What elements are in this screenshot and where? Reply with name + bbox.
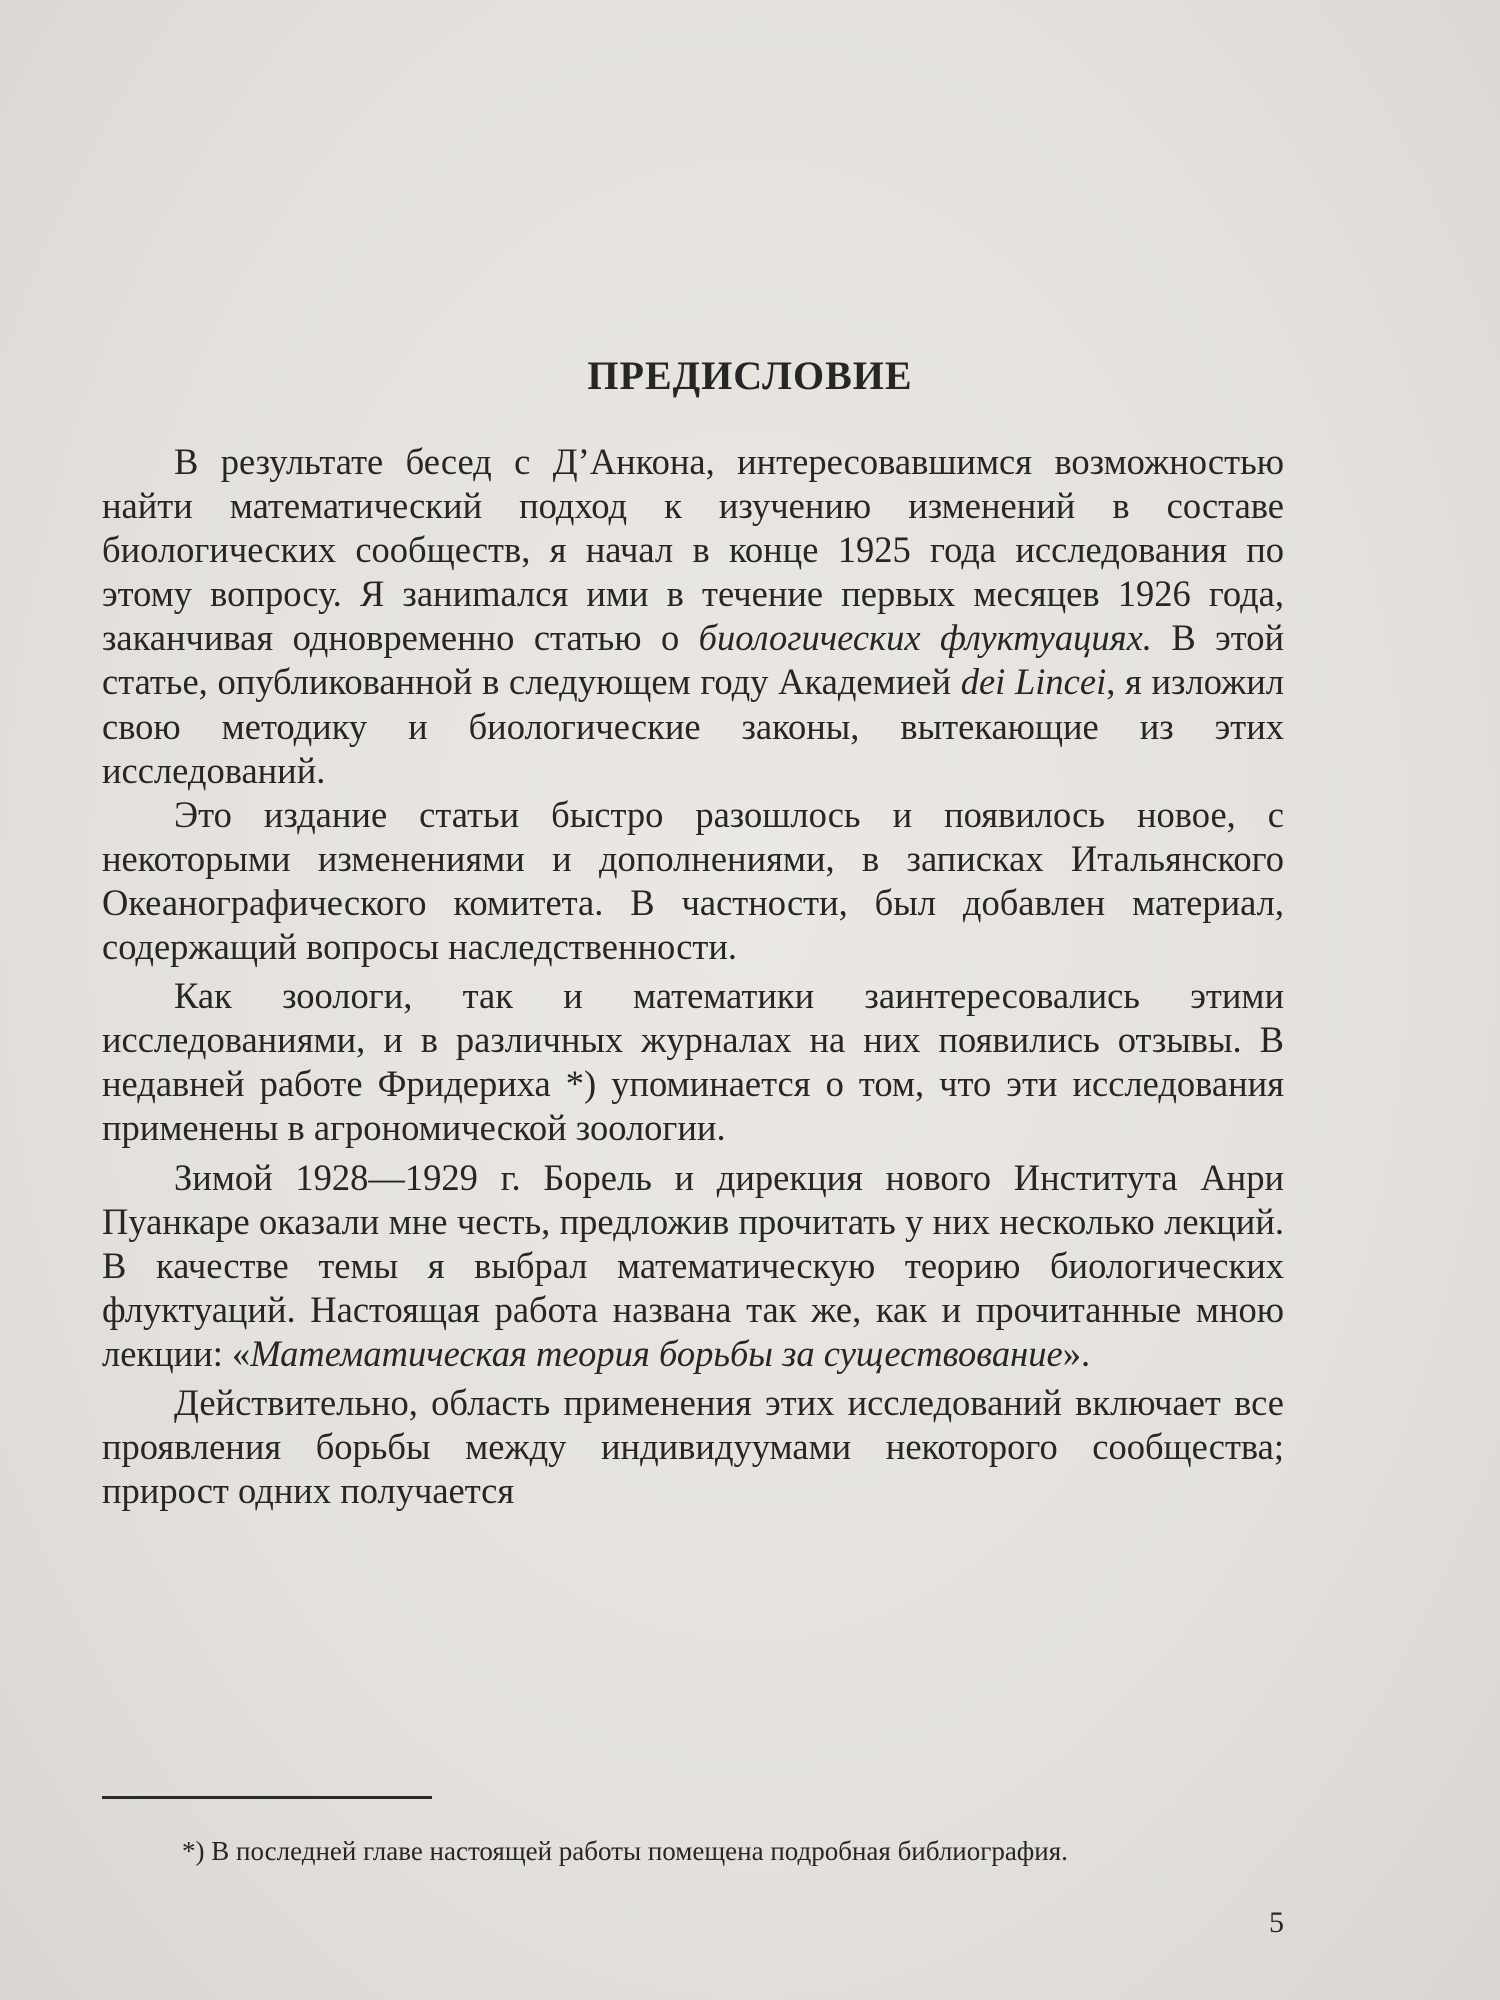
paragraph-1-italic-dei-lincei: dei Lincei: [960, 661, 1107, 703]
paragraph-1-text-b: В этой статье, опубликованной в следующем году Академией: [102, 617, 1285, 703]
paragraph-2-text: Это издание статьи быстро разошлось и появилось новое, с некоторыми изменениями и дополнениями, в записках Итальянского Океанографического комитета. В частности, был добавлен материал, содержащий вопросы наследственности.: [102, 793, 1284, 968]
paragraph-5-text: Действительно, область применения этих исследований включает все проявления борьбы между индивидуумами некоторого сообщества; прирост одних получается: [102, 1381, 1284, 1512]
preface-body: [102, 440, 1284, 1513]
paragraph-4: [102, 1156, 1284, 1376]
paragraph-3: [102, 974, 1284, 1150]
paragraph-4-text-a: Зимой 1928—1929 г. Борель и дирекция нового Института Анри Пуанкаре оказали мне честь, предложив прочитать у них несколько лекций. В качестве темы я выбрал математическую теорию биологических флуктуаций. Настоящая работа названа так же, как и прочитанные мною лекции: «: [102, 1156, 1284, 1374]
paragraph-4-italic-lecture-title: Математическая теория борьбы за существование: [250, 1332, 1063, 1374]
footnote-separator: [102, 1796, 432, 1799]
page-number: 5: [1269, 1906, 1284, 1939]
footnote: *) В последней главе настоящей работы помещена подробная библиография.: [182, 1836, 1068, 1866]
paragraph-3-text: Как зоологи, так и математики заинтересовались этими исследованиями, и в различных журналах на них появились отзывы. В недавней работе Фридериха *) упоминается о том, что эти исследования применены в агрономической зоологии.: [102, 975, 1284, 1149]
paragraph-1-text-a: В результате бесед с Д’Анкона, интересовавшимся возможностью найти математический подход к изучению изменений в составе биологических сообществ, я начал в конце 1925 года исследования по этому вопросу. Я заниmался ими в течение первых месяцев 1926 года, заканчивая одновременно статью о: [102, 441, 1284, 659]
paragraph-1-italic-biological-fluctuations: биологических флуктуациях.: [698, 617, 1152, 659]
paragraph-5: [102, 1381, 1284, 1513]
paragraph-4-text-b: ».: [1062, 1332, 1091, 1374]
paragraph-1: [102, 440, 1284, 793]
show-through-from-previous-page: [210, 0, 1310, 320]
preface-heading: ПРЕДИСЛОВИЕ: [587, 353, 913, 398]
paragraph-1-text-c: , я изложил свою методику и биологические законы, вытекающие из этих исследований.: [102, 661, 1285, 791]
paragraph-2: [102, 793, 1284, 969]
